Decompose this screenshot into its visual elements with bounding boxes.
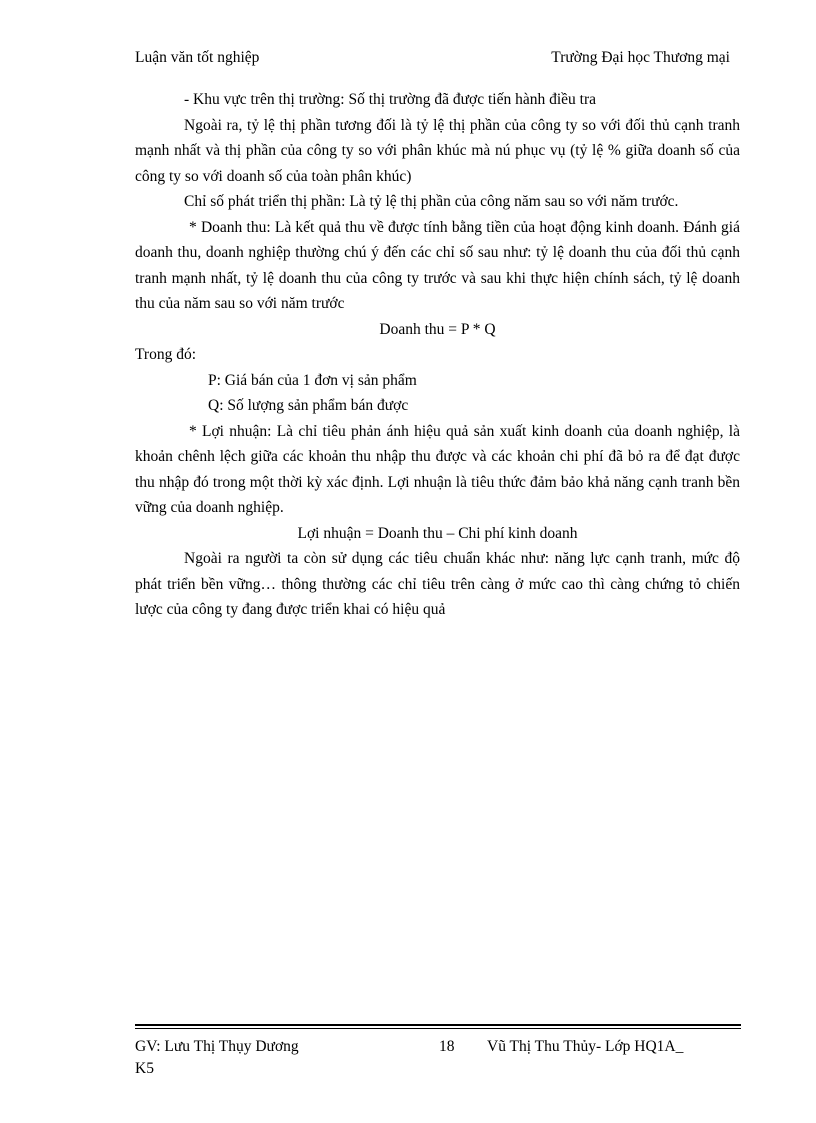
paragraph-relative-share: Ngoài ra, tỷ lệ thị phần tương đối là tỷ lệ thị phần của công ty so với đối thủ cạnh tranh mạnh nhất và thị phần của công ty so với phân khúc mà nú phục vụ (tỷ lệ % giữa doanh số của công ty so với doanh số của toàn phân khúc) bbox=[135, 116, 740, 185]
paragraph-revenue: * Doanh thu: Là kết quả thu về được tính bằng tiền của hoạt động kinh doanh. Đánh giá doanh thu, doanh nghiệp thường chú ý đến các chỉ số sau như: tỷ lệ doanh thu của đối thủ cạnh tranh mạnh nhất, tỷ lệ doanh thu của công ty trước và sau khi thực hiện chính sách, tỷ lệ doanh thu của năm sau so với năm trước bbox=[135, 218, 740, 312]
paragraph-profit: * Lợi nhuận: Là chỉ tiêu phản ánh hiệu quả sản xuất kinh doanh của doanh nghiệp, là khoản chênh lệch giữa các khoản thu nhập thu được và các khoản chi phí đã bỏ ra để đạt được thu nhập đó trong một thời kỳ xác định. Lợi nhuận là tiêu thức đảm bảo khả năng cạnh tranh bền vững của doanh nghiệp. bbox=[135, 422, 740, 516]
definition-quantity: Q: Số lượng sản phẩm bán được bbox=[208, 397, 409, 414]
formula-profit: Lợi nhuận = Doanh thu – Chi phí kinh doanh bbox=[297, 524, 578, 542]
header-university-label: Trường Đại học Thương mại bbox=[551, 49, 730, 66]
page-header bbox=[135, 49, 730, 71]
footer-cohort: K5 bbox=[135, 1060, 154, 1077]
page-body bbox=[135, 87, 740, 623]
header-thesis-label: Luận văn tốt nghiệp bbox=[135, 49, 260, 66]
where-label: Trong đó: bbox=[135, 346, 197, 363]
footer-supervisor: GV: Lưu Thị Thụy Dương bbox=[135, 1038, 299, 1055]
formula-revenue: Doanh thu = P * Q bbox=[379, 320, 496, 338]
footer-divider-thin bbox=[135, 1028, 741, 1029]
definition-price: P: Giá bán của 1 đơn vị sản phẩm bbox=[208, 371, 417, 389]
footer-divider-thick bbox=[135, 1024, 741, 1026]
footer-student: Vũ Thị Thu Thủy- Lớp HQ1A_ bbox=[487, 1038, 684, 1055]
paragraph-share-growth: Chỉ số phát triển thị phần: Là tỷ lệ thị phần của công năm sau so với năm trước. bbox=[184, 193, 679, 210]
page-number: 18 bbox=[439, 1038, 455, 1055]
paragraph-market-area: - Khu vực trên thị trường: Số thị trường đã được tiến hành điều tra bbox=[184, 91, 597, 108]
paragraph-other-criteria: Ngoài ra người ta còn sử dụng các tiêu chuẩn khác như: năng lực cạnh tranh, mức độ phát triển bền vững… thông thường các chỉ tiêu trên càng ở mức cao thì càng chứng tỏ chiến lược của công ty đang được triển khai có hiệu quả bbox=[135, 550, 740, 618]
